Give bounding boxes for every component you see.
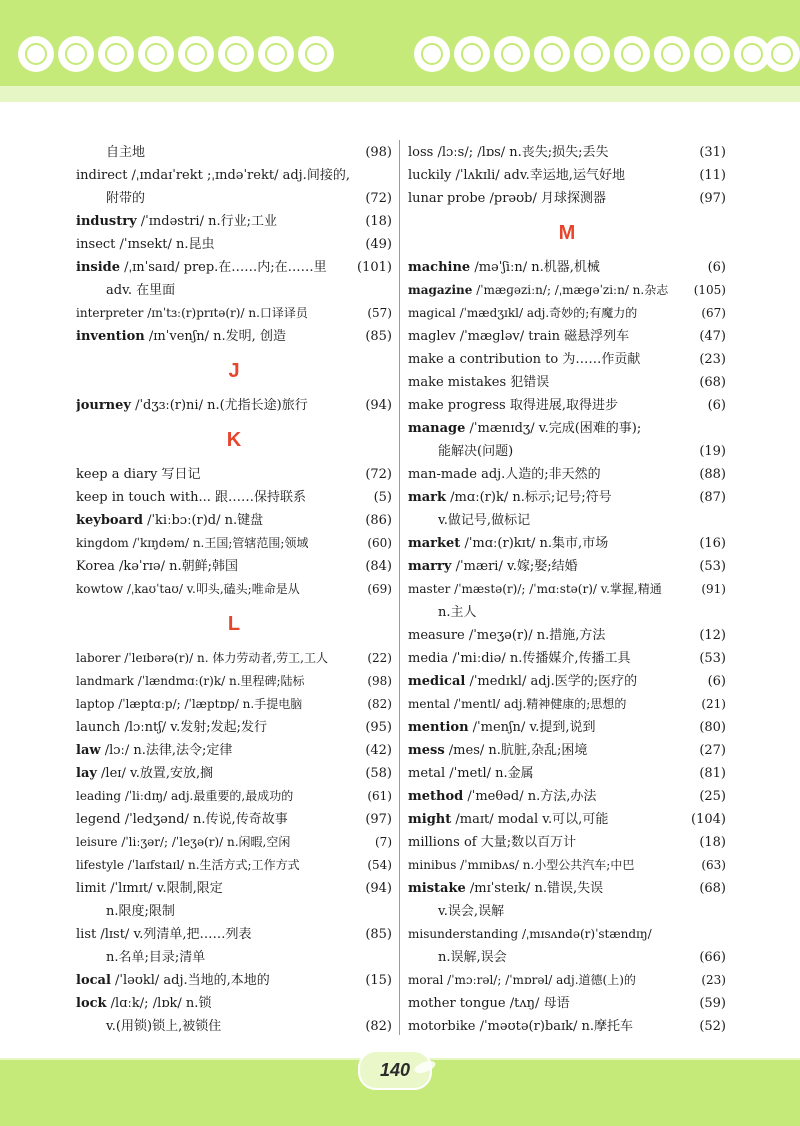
headword: lay <box>76 766 97 781</box>
entry-text: media /ˈmiːdiə/ n.传播媒介,传播工具 <box>408 651 631 666</box>
page-reference: (21) <box>701 697 726 711</box>
glossary-entry <box>408 900 726 923</box>
entry-text: 能解决(问题) <box>438 444 514 459</box>
glossary-entry <box>408 509 726 532</box>
page-reference: (31) <box>699 145 726 160</box>
entry-text: lunar probe /prəʊb/ 月球探测器 <box>408 191 607 206</box>
page-reference: (95) <box>365 720 392 735</box>
glossary-entry <box>76 187 392 210</box>
entry-text: launch /lɔːntʃ/ v.发射;发起;发行 <box>76 720 267 735</box>
glossary-entry <box>408 762 726 785</box>
entry-text: interpreter /ɪnˈtɜː(r)prɪtə(r)/ n.口译译员 <box>76 306 308 320</box>
entry-text: /mes/ n.肮脏,杂乱;困境 <box>444 743 588 758</box>
header-band <box>0 86 800 102</box>
entry-text: n.误解,误会 <box>438 950 507 965</box>
headword: mark <box>408 490 447 505</box>
page-reference: (98) <box>367 674 392 688</box>
headword: marry <box>408 559 452 574</box>
glossary-entry <box>76 256 392 279</box>
entry-text: kingdom /ˈkɪŋdəm/ n.王国;管辖范围;领域 <box>76 536 309 550</box>
glossary-entry <box>76 532 392 555</box>
page-reference: (53) <box>699 651 726 666</box>
entry-text: /maɪt/ modal v.可以,可能 <box>451 812 609 827</box>
entry-text: /ˈɪndəstri/ n.行业;工业 <box>136 214 277 229</box>
section-letter: L <box>227 613 241 635</box>
page-reference: (82) <box>367 697 392 711</box>
entry-text: limit /ˈlɪmɪt/ v.限制,限定 <box>76 881 223 896</box>
glossary-entry <box>408 394 726 417</box>
entry-text: n.名单;目录;清单 <box>106 950 206 965</box>
glossary-entry <box>76 394 392 417</box>
headword: magazine <box>408 283 473 297</box>
glossary-entry <box>408 141 726 164</box>
ring-ornament <box>414 36 450 72</box>
page-reference: (18) <box>699 835 726 850</box>
entry-text: /ˈmedɪkl/ adj.医学的;医疗的 <box>465 674 638 689</box>
glossary-entry <box>408 463 726 486</box>
ring-ornament <box>218 36 254 72</box>
page-reference: (88) <box>699 467 726 482</box>
glossary-entry <box>76 923 392 946</box>
glossary-entry <box>76 210 392 233</box>
headword: inside <box>76 260 121 275</box>
page-reference: (7) <box>375 835 392 849</box>
entry-text: /leɪ/ v.放置,安放,搁 <box>96 766 214 781</box>
entry-text: leading /ˈliːdɪŋ/ adj.最重要的,最成功的 <box>76 789 294 803</box>
glossary-entry <box>76 900 392 923</box>
headword: keyboard <box>76 513 143 528</box>
entry-text: magical /ˈmædʒɪkl/ adj.奇妙的;有魔力的 <box>408 306 638 320</box>
right-column <box>408 141 726 1038</box>
entry-text: n.限度;限制 <box>106 904 175 919</box>
entry-text: luckily /ˈlʌkɪli/ adv.幸运地,运气好地 <box>408 168 625 183</box>
glossary-entry <box>76 486 392 509</box>
entry-text: moral /ˈmɔːrəl/; /ˈmɒrəl/ adj.道德(上)的 <box>408 973 636 987</box>
page-reference: (69) <box>367 582 392 596</box>
entry-text: 附带的 <box>106 191 146 206</box>
ring-ornament <box>258 36 294 72</box>
entry-text: /ˈmænɪdʒ/ v.完成(困难的事); <box>465 421 642 436</box>
glossary-entry <box>76 716 392 739</box>
entry-text: metal /ˈmetl/ n.金属 <box>408 766 534 781</box>
glossary-entry <box>76 463 392 486</box>
page-reference: (94) <box>365 398 392 413</box>
glossary-entry <box>408 693 726 716</box>
glossary-entry <box>408 624 726 647</box>
ring-ornament <box>494 36 530 72</box>
headword: manage <box>408 421 466 436</box>
ring-ornament <box>298 36 334 72</box>
glossary-entry <box>408 601 726 624</box>
page-reference: (22) <box>367 651 392 665</box>
page-reference: (11) <box>699 168 726 183</box>
glossary-entry <box>76 1015 392 1038</box>
section-letter: K <box>226 429 242 451</box>
page-reference: (66) <box>699 950 726 965</box>
headword: mention <box>408 720 469 735</box>
entry-text: /ˈmenʃn/ v.提到,说到 <box>468 720 596 735</box>
page-reference: (68) <box>699 881 726 896</box>
glossary-entry <box>76 739 392 762</box>
page-reference: (53) <box>699 559 726 574</box>
entry-text: /ˈdʒɜː(r)ni/ n.(尤指长途)旅行 <box>130 398 308 413</box>
page-reference: (81) <box>699 766 726 781</box>
entry-text: list /lɪst/ v.列清单,把……列表 <box>76 927 252 942</box>
headword: market <box>408 536 461 551</box>
entry-text: leisure /ˈliːʒər/; /ˈleʒə(r)/ n.闲暇,空闲 <box>76 835 291 849</box>
glossary-entry <box>408 969 726 992</box>
page-reference: (18) <box>365 214 392 229</box>
page-reference: (27) <box>699 743 726 758</box>
glossary-entry <box>408 992 726 1015</box>
glossary-entry <box>76 670 392 693</box>
headword: might <box>408 812 452 827</box>
page-reference: (67) <box>701 306 726 320</box>
entry-text: maglev /ˈmæɡləv/ train 磁悬浮列车 <box>408 329 630 344</box>
column-divider <box>399 140 400 1035</box>
entry-text: laptop /ˈlæptɑːp/; /ˈlæptɒp/ n.手提电脑 <box>76 697 303 711</box>
page-reference: (23) <box>701 973 726 987</box>
entry-text: Korea /kəˈrɪə/ n.朝鲜;韩国 <box>76 559 238 574</box>
glossary-entry <box>76 302 392 325</box>
glossary-entry <box>408 877 726 900</box>
headword: law <box>76 743 101 758</box>
page-reference: (98) <box>365 145 392 160</box>
page-reference: (54) <box>367 858 392 872</box>
entry-text: /məˈʃiːn/ n.机器,机械 <box>470 260 600 275</box>
entry-text: /ˈmæɡəziːn/; /ˌmæɡəˈziːn/ n.杂志 <box>472 283 669 297</box>
entry-text: legend /ˈledʒənd/ n.传说,传奇故事 <box>76 812 288 827</box>
glossary-entry <box>76 509 392 532</box>
ring-ornament <box>178 36 214 72</box>
glossary-entry <box>76 578 392 601</box>
entry-text: indirect /ˌɪndaɪˈrekt ;ˌɪndəˈrekt/ adj.间接的, <box>76 168 350 183</box>
page-reference: (87) <box>699 490 726 505</box>
entry-text: /mɑː(r)k/ n.标示;记号;符号 <box>446 490 612 505</box>
glossary-entry <box>408 946 726 969</box>
glossary-entry <box>76 969 392 992</box>
page-reference: (63) <box>701 858 726 872</box>
ring-ornament <box>654 36 690 72</box>
ring-ornament <box>58 36 94 72</box>
glossary-entry <box>408 348 726 371</box>
entry-text: /ˈləʊkl/ adj.当地的,本地的 <box>110 973 270 988</box>
entry-text: mental /ˈmentl/ adj.精神健康的;思想的 <box>408 697 627 711</box>
headword: invention <box>76 329 145 344</box>
page-reference: (5) <box>373 490 392 505</box>
entry-text: millions of 大量;数以百万计 <box>408 835 577 850</box>
glossary-entry <box>408 923 726 946</box>
glossary-entry <box>76 647 392 670</box>
entry-text: minibus /ˈmɪnibʌs/ n.小型公共汽车;中巴 <box>408 858 635 872</box>
glossary-entry <box>76 325 392 348</box>
page-reference: (94) <box>365 881 392 896</box>
entry-text: lifestyle /ˈlaɪfstaɪl/ n.生活方式;工作方式 <box>76 858 300 872</box>
glossary-entry <box>408 164 726 187</box>
entry-text: /mɪˈsteɪk/ n.错误,失误 <box>465 881 604 896</box>
entry-text: landmark /ˈlændmɑː(r)k/ n.里程碑;陆标 <box>76 674 305 688</box>
glossary-entry <box>408 808 726 831</box>
entry-text: n.主人 <box>438 605 477 620</box>
glossary-entry <box>408 486 726 509</box>
page-reference: (57) <box>367 306 392 320</box>
entry-text: keep a diary 写日记 <box>76 467 201 482</box>
glossary-entry <box>76 693 392 716</box>
ring-ornament <box>614 36 650 72</box>
page-reference: (104) <box>691 812 726 827</box>
glossary-entry <box>76 555 392 578</box>
glossary-entry <box>408 417 726 440</box>
entry-text: mother tongue /tʌŋ/ 母语 <box>408 996 570 1011</box>
glossary-entry <box>408 302 726 325</box>
glossary-entry <box>76 141 392 164</box>
entry-text: v.(用锁)锁上,被锁住 <box>106 1019 222 1034</box>
page-reference: (6) <box>707 398 726 413</box>
glossary-entry <box>408 647 726 670</box>
entry-text: loss /lɔːs/; /lɒs/ n.丧失;损失;丢失 <box>408 145 609 160</box>
entry-text: /ɪnˈvenʃn/ n.发明, 创造 <box>144 329 286 344</box>
page-reference: (19) <box>699 444 726 459</box>
glossary-entry <box>76 762 392 785</box>
entry-text: /ˌɪnˈsaɪd/ prep.在……内;在……里 <box>120 260 327 275</box>
glossary-entry <box>408 739 726 762</box>
headword: industry <box>76 214 137 229</box>
glossary-entry <box>408 371 726 394</box>
page-reference: (15) <box>365 973 392 988</box>
page-reference: (6) <box>707 674 726 689</box>
entry-text: motorbike /ˈməʊtə(r)baɪk/ n.摩托车 <box>408 1019 634 1034</box>
page-reference: (61) <box>367 789 392 803</box>
glossary-entry <box>408 187 726 210</box>
page-reference: (72) <box>365 191 392 206</box>
glossary-entry <box>408 279 726 302</box>
page-reference: (42) <box>365 743 392 758</box>
glossary-entry <box>408 670 726 693</box>
page-reference: (59) <box>699 996 726 1011</box>
entry-text: man-made adj.人造的;非天然的 <box>408 467 601 482</box>
entry-text: /ˈmɑː(r)kɪt/ n.集市,市场 <box>460 536 609 551</box>
ring-ornament <box>138 36 174 72</box>
glossary-entry <box>408 831 726 854</box>
entry-text: adv. 在里面 <box>106 283 176 298</box>
entry-text: measure /ˈmeʒə(r)/ n.措施,方法 <box>408 628 606 643</box>
headword: mess <box>408 743 445 758</box>
page-reference: (47) <box>699 329 726 344</box>
glossary-entry <box>408 256 726 279</box>
entry-text: 自主地 <box>106 145 146 160</box>
page-reference: (84) <box>365 559 392 574</box>
entry-text: v.做记号,做标记 <box>438 513 531 528</box>
entry-text: misunderstanding /ˌmɪsʌndə(r)ˈstændɪŋ/ <box>408 927 652 941</box>
page-reference: (58) <box>365 766 392 781</box>
page-header <box>0 0 800 100</box>
entry-text: make progress 取得进展,取得进步 <box>408 398 618 413</box>
page-reference: (97) <box>699 191 726 206</box>
page-reference: (52) <box>699 1019 726 1034</box>
glossary-entry <box>408 532 726 555</box>
ring-ornament <box>764 36 800 72</box>
entry-text: /lɔː/ n.法律,法令;定律 <box>100 743 233 758</box>
entry-text: keep in touch with... 跟……保持联系 <box>76 490 307 505</box>
entry-text: master /ˈmæstə(r)/; /ˈmɑːstə(r)/ v.掌握,精通 <box>408 582 662 596</box>
glossary-entry <box>408 785 726 808</box>
entry-text: laborer /ˈleɪbərə(r)/ n. 体力劳动者,劳工,工人 <box>76 651 328 665</box>
glossary-entry <box>76 877 392 900</box>
headword: journey <box>76 398 131 413</box>
entry-text: insect /ˈɪnsekt/ n.昆虫 <box>76 237 215 252</box>
entry-text: /ˈkiːbɔː(r)d/ n.键盘 <box>142 513 264 528</box>
entry-text: /ˈmæri/ v.嫁;娶;结婚 <box>451 559 578 574</box>
glossary-entry <box>76 785 392 808</box>
glossary-entry <box>76 831 392 854</box>
page-reference: (12) <box>699 628 726 643</box>
glossary-entry <box>76 854 392 877</box>
headword: medical <box>408 674 466 689</box>
ring-ornament <box>98 36 134 72</box>
glossary-entry <box>408 1015 726 1038</box>
headword: machine <box>408 260 471 275</box>
ring-ornament <box>534 36 570 72</box>
page-reference: (91) <box>701 582 726 596</box>
headword: method <box>408 789 464 804</box>
entry-text: v.误会,误解 <box>438 904 505 919</box>
page-number: 140 <box>379 1060 411 1080</box>
entry-text: /ˈmeθəd/ n.方法,办法 <box>463 789 597 804</box>
entry-text: make mistakes 犯错误 <box>408 375 550 390</box>
glossary-entry <box>408 440 726 463</box>
glossary-entry <box>76 808 392 831</box>
page-reference: (23) <box>699 352 726 367</box>
page-reference: (6) <box>707 260 726 275</box>
glossary-entry <box>76 992 392 1015</box>
ring-ornament <box>18 36 54 72</box>
page-reference: (49) <box>365 237 392 252</box>
left-column <box>76 141 392 1038</box>
page-reference: (16) <box>699 536 726 551</box>
glossary-entry <box>408 716 726 739</box>
page-reference: (25) <box>699 789 726 804</box>
decorative-rings <box>0 36 800 76</box>
entry-text: make a contribution to 为……作贡献 <box>408 352 641 367</box>
ring-ornament <box>574 36 610 72</box>
glossary-entry <box>76 946 392 969</box>
glossary-entry <box>408 854 726 877</box>
page-reference: (85) <box>365 329 392 344</box>
glossary-entry <box>408 325 726 348</box>
entry-text: kowtow /ˌkaʊˈtaʊ/ v.叩头,磕头;唯命是从 <box>76 582 300 596</box>
headword: mistake <box>408 881 466 896</box>
glossary-entry <box>76 279 392 302</box>
page-reference: (72) <box>365 467 392 482</box>
ring-ornament <box>454 36 490 72</box>
headword: lock <box>76 996 107 1011</box>
ring-ornament <box>694 36 730 72</box>
page-reference: (85) <box>365 927 392 942</box>
page-reference: (60) <box>367 536 392 550</box>
section-letter: M <box>558 222 576 244</box>
glossary-entry <box>408 578 726 601</box>
glossary-entry <box>76 164 392 187</box>
glossary-entry <box>408 555 726 578</box>
page-reference: (68) <box>699 375 726 390</box>
page-reference: (82) <box>365 1019 392 1034</box>
page-reference: (101) <box>357 260 392 275</box>
page-reference: (105) <box>693 283 726 297</box>
page-reference: (86) <box>365 513 392 528</box>
page-reference: (97) <box>365 812 392 827</box>
headword: local <box>76 973 111 988</box>
page-reference: (80) <box>699 720 726 735</box>
section-letter: J <box>228 360 240 382</box>
glossary-entry <box>76 233 392 256</box>
entry-text: /lɑːk/; /lɒk/ n.锁 <box>106 996 212 1011</box>
